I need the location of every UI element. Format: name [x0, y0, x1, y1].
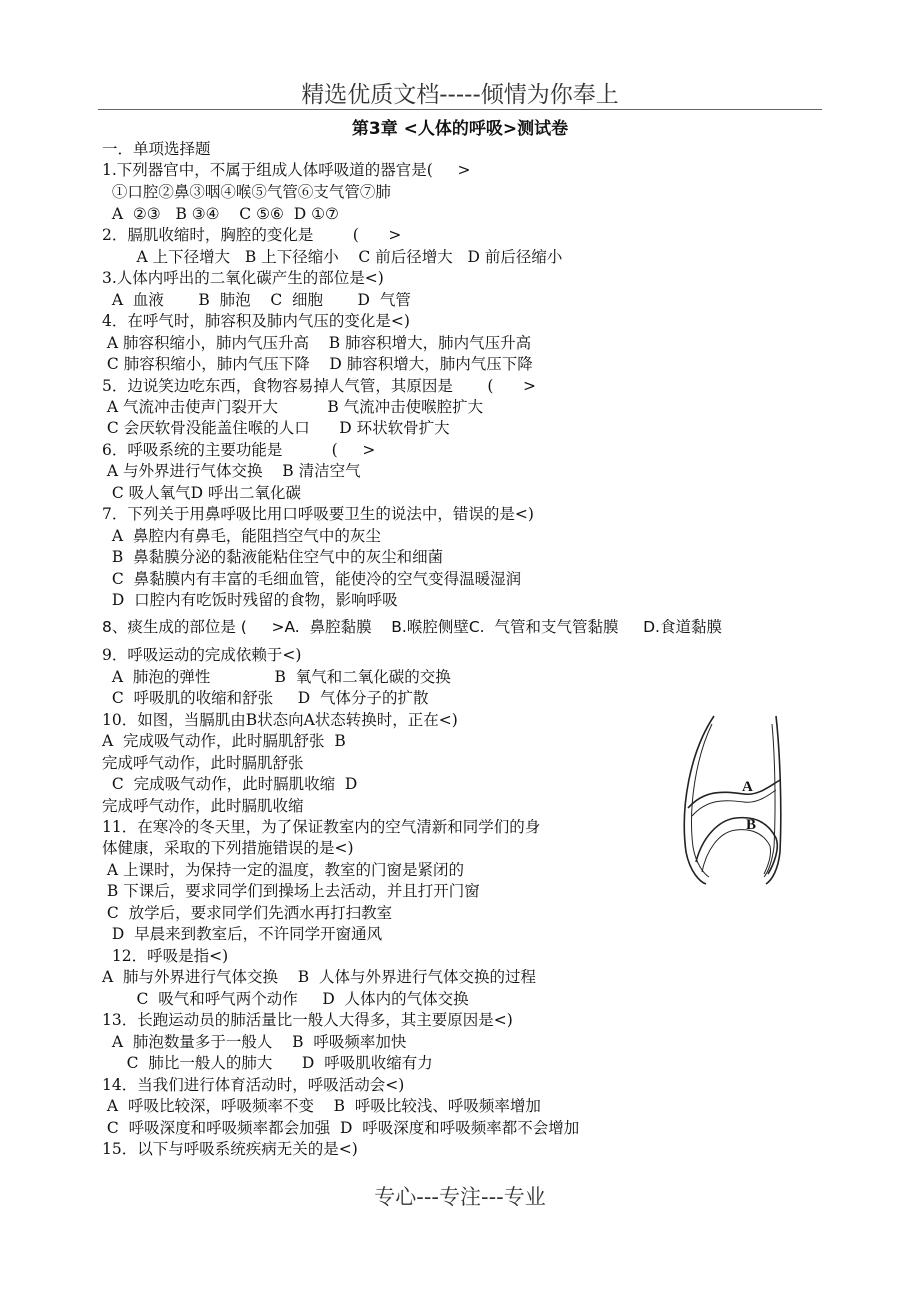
- label-a: A: [742, 779, 753, 795]
- text-line: 3.人体内呼出的二氧化碳产生的部位是<): [102, 269, 384, 287]
- text-line: 11．在寒冷的冬天里，为了保证教室内的空气清新和同学们的身: [102, 818, 541, 836]
- text-line: 1.下列器官中，不属于组成人体呼吸道的器官是( >: [102, 161, 471, 179]
- text-line: D 口腔内有吃饭时残留的食物，影响呼吸: [102, 591, 398, 609]
- text-line: C 吸气和呼气两个动作 D 人体内的气体交换: [102, 990, 469, 1008]
- document-title: 第3章 <人体的呼吸>测试卷: [351, 119, 569, 139]
- text-line: A 肺与外界进行气体交换 B 人体与外界进行气体交换的过程: [102, 968, 537, 986]
- label-b: B: [746, 817, 757, 833]
- text-line: 10．如图，当膈肌由B状态向A状态转换时，正在<): [102, 711, 458, 729]
- text-line: C 会厌软骨没能盖住喉的人口 D 环状软骨扩大: [102, 419, 450, 437]
- text-line: C 肺比一般人的肺大 D 呼吸肌收缩有力: [102, 1054, 433, 1072]
- text-line: 完成呼气动作，此时膈肌收缩: [102, 797, 304, 815]
- text-line: 9．呼吸运动的完成依赖于<): [102, 646, 302, 664]
- text-line: C 完成吸气动作，此时膈肌收缩 D: [102, 775, 358, 793]
- diaphragm-state-a: [688, 780, 780, 808]
- text-line: A 上课时，为保持一定的温度，教室的门窗是紧闭的: [102, 861, 465, 879]
- text-line: 完成呼气动作，此时膈肌舒张: [102, 754, 304, 772]
- page-footer: 专心---专注---专业: [374, 1185, 546, 1209]
- text-line: D 早晨来到教室后，不许同学开窗通风: [102, 925, 383, 943]
- text-line: 6．呼吸系统的主要功能是 ( >: [102, 441, 376, 459]
- text-line: 4．在呼气时，肺容积及肺内气压的变化是<): [102, 312, 410, 330]
- inner-wall-right: [764, 724, 775, 877]
- text-line: ①口腔②鼻③咽④喉⑤气管⑥支气管⑦肺: [102, 183, 391, 201]
- text-line: 5．边说笑边吃东西，食物容易掉人气管，其原因是 ( >: [102, 377, 536, 395]
- page-header: 精选优质文档-----倾情为你奉上: [301, 82, 619, 108]
- text-line: C 鼻黏膜内有丰富的毛细血管，能使冷的空气变得温暖湿润: [102, 570, 522, 588]
- text-line: C 呼吸深度和呼吸频率都会加强 D 呼吸深度和呼吸频率都不会增加: [102, 1119, 580, 1137]
- thorax-diaphragm-diagram: [676, 712, 786, 887]
- text-line: A 与外界进行气体交换 B 清洁空气: [102, 462, 361, 480]
- chest-wall-left: [684, 716, 714, 884]
- text-line: B 下课后，要求同学们到操场上去活动，并且打开门窗: [102, 882, 480, 900]
- text-line: C 呼吸肌的收缩和舒张 D 气体分子的扩散: [102, 689, 429, 707]
- text-line: B 鼻黏膜分泌的黏液能粘住空气中的灰尘和细菌: [102, 548, 444, 566]
- section-heading: 一．单项选择题: [102, 140, 211, 158]
- text-line: A ②③ B ③④ C ⑤⑥ D ①⑦: [102, 205, 339, 223]
- header-divider: [98, 109, 822, 110]
- diaphragm-state-a-inner: [692, 790, 776, 816]
- text-line: 2．膈肌收缩时，胸腔的变化是 ( >: [102, 226, 402, 244]
- text-line: 7．下列关于用鼻呼吸比用口呼吸要卫生的说法中，错误的是<): [102, 505, 534, 523]
- text-line: A 肺泡数量多于一般人 B 呼吸频率加快: [102, 1033, 407, 1051]
- text-line: A 完成吸气动作，此时膈肌舒张 B: [102, 732, 346, 750]
- text-line: C 放学后，要求同学们先洒水再打扫教室: [102, 904, 393, 922]
- text-line: A 血液 B 肺泡 C 细胞 D 气管: [102, 291, 411, 309]
- text-line: 体健康，采取的下列措施错误的是<): [102, 839, 354, 857]
- text-line: C 吸人氧气D 呼出二氧化碳: [102, 484, 301, 502]
- text-line: A 气流冲击使声门裂开大 B 气流冲击使喉腔扩大: [102, 398, 484, 416]
- text-line: 14．当我们进行体育活动时，呼吸活动会<): [102, 1076, 405, 1094]
- question-8: 8、痰生成的部位是 ( >A. 鼻腔黏膜 B.喉腔侧壁C. 气管和支气管黏膜 D.食道黏膜: [102, 618, 722, 636]
- text-line: 13．长跑运动员的肺活量比一般人大得多，其主要原因是<): [102, 1011, 513, 1029]
- inner-wall-left: [692, 724, 712, 877]
- text-line: A 鼻腔内有鼻毛，能阻挡空气中的灰尘: [102, 527, 381, 545]
- text-line: 15．以下与呼吸系统疾病无关的是<): [102, 1140, 358, 1158]
- text-line: A 呼吸比较深，呼吸频率不变 B 呼吸比较浅、呼吸频率增加: [102, 1097, 541, 1115]
- text-line: A 肺泡的弹性 B 氧气和二氧化碳的交换: [102, 668, 451, 686]
- text-line: A 肺容积缩小，肺内气压升高 B 肺容积增大，肺内气压升高: [102, 334, 532, 352]
- diaphragm-state-b: [696, 818, 777, 874]
- text-line: A 上下径增大 B 上下径缩小 C 前后径增大 D 前后径缩小: [102, 248, 563, 266]
- diaphragm-state-b-inner: [702, 830, 771, 874]
- text-line: C 肺容积缩小，肺内气压下降 D 肺容积增大，肺内气压下降: [102, 355, 533, 373]
- text-line: 12．呼吸是指<): [102, 947, 229, 965]
